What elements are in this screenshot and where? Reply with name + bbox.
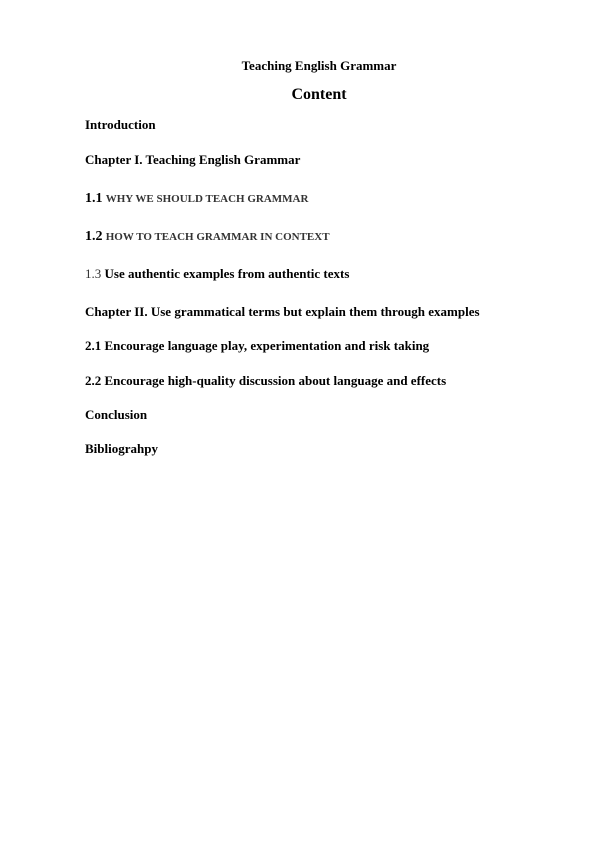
toc-item-1-3-text: Use authentic examples from authentic texts [104,266,350,281]
toc-item-1-2-number: 1.2 [85,229,103,244]
toc-item-2-2: 2.2 Encourage high-quality discussion about language and effects [85,373,447,388]
toc-item-1-1-number: 1.1 [85,191,103,206]
toc-conclusion: Conclusion [85,407,148,422]
toc-chapter-2: Chapter II. Use grammatical terms but explain them through examples [85,304,480,319]
toc-chapter-1: Chapter I. Teaching English Grammar [85,152,301,167]
content-heading: Content [291,86,347,103]
toc-item-1-3 [85,266,349,282]
toc-item-1-1-text: WHY WE SHOULD TEACH GRAMMAR [105,193,309,205]
toc-item-1-2 [85,228,330,245]
toc-bibliography: Bibliograhpy [85,441,158,456]
document-title: Teaching English Grammar [241,58,397,73]
toc-introduction: Introduction [85,117,156,132]
toc-item-1-1 [85,190,308,207]
toc-item-1-3-number: 1.3 [85,266,102,281]
toc-item-1-2-text: HOW TO TEACH GRAMMAR IN CONTEXT [105,231,330,243]
toc-item-2-1: 2.1 Encourage language play, experimentation and risk taking [85,338,430,353]
